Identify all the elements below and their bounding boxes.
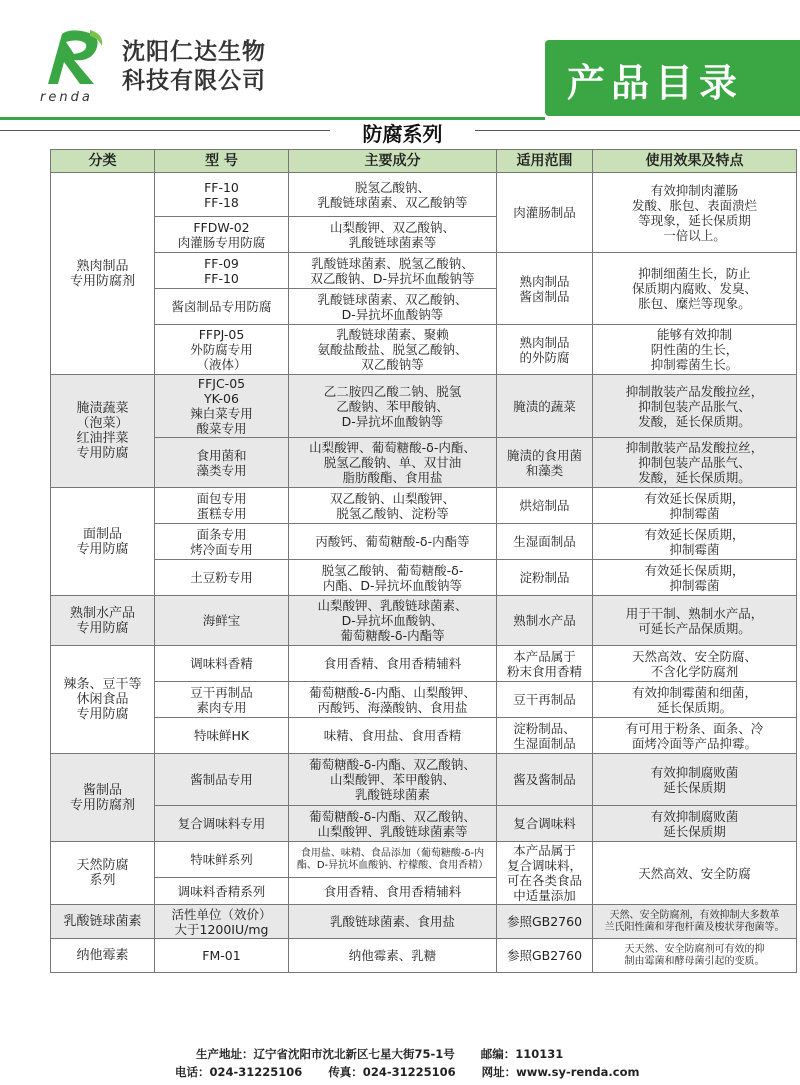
category-cell — [51, 842, 155, 905]
model-cell — [155, 325, 289, 375]
ingredients-cell — [289, 682, 497, 718]
cell-line: 面条专用 — [196, 526, 247, 542]
cell-line: 复合调味料 — [513, 816, 576, 831]
cell-line: 海鲜宝 — [202, 613, 241, 628]
category-cell — [51, 939, 155, 973]
model-cell — [155, 842, 289, 878]
cell-line: 专用防腐 — [76, 707, 129, 722]
cell-line: 的外防腐 — [519, 349, 570, 365]
cell-line: 烘焙制品 — [519, 498, 570, 513]
cell-line: 酯、D-异抗坏血酸钠、柠檬酸、食用香精） — [296, 859, 489, 871]
table-row — [51, 939, 797, 973]
model-cell — [155, 217, 289, 253]
company-name: 沈阳仁达生物 科技有限公司 — [122, 39, 266, 94]
effect-cell — [593, 560, 797, 596]
ingredients-cell — [289, 878, 497, 905]
cell-line: 肉灌肠制品 — [513, 205, 576, 220]
scope-cell — [497, 718, 593, 754]
effect-cell — [593, 375, 797, 438]
cell-line: 山梨酸钾、双乙酸钠、 — [329, 219, 455, 235]
cell-line: 乳酸链球菌素 — [63, 914, 142, 929]
cell-line: D-异抗坏血酸钠等 — [341, 306, 444, 322]
model-cell — [155, 253, 289, 289]
model-cell — [155, 596, 289, 646]
scope-cell — [497, 905, 593, 939]
cell-line: 天然高效、安全防腐、 — [631, 648, 757, 664]
cell-line: 一倍以上。 — [663, 227, 726, 243]
effect-cell — [593, 173, 797, 253]
model-cell — [155, 905, 289, 939]
cell-line: 脱氢乙酸钠、单、双甘油 — [323, 455, 462, 470]
cell-line: 乙二胺四乙酸二钠、脱氢 — [323, 383, 462, 399]
category-cell — [51, 488, 155, 596]
cell-line: 抑制散装产品发酸拉丝， — [625, 383, 764, 399]
cell-line: 调味料香精 — [190, 656, 253, 671]
cell-line: 保质期内腐败、发臭、 — [631, 281, 757, 296]
cell-line: 脱氢乙酸钠、淀粉等 — [336, 505, 449, 521]
cell-line: 中适量添加 — [513, 888, 576, 903]
cell-line: 熟制水产品 — [69, 605, 135, 621]
column-header: 适用范围 — [497, 150, 593, 173]
cell-line: 抑制霉菌 — [669, 577, 720, 593]
cell-line: FFDW-02 — [193, 219, 250, 235]
cell-line: FF-09 — [204, 255, 239, 271]
cell-line: 能够有效抑制 — [656, 327, 732, 342]
cell-line: 发酸、胀包、表面溃烂 — [631, 197, 757, 213]
cell-line: 酱制品 — [82, 782, 122, 798]
series-title: 防腐系列 — [362, 122, 443, 146]
cell-line: 发酸，延长保质期。 — [638, 413, 751, 429]
cell-line: 乳酸链球菌素、双乙酸钠、 — [317, 291, 468, 307]
model-cell — [155, 806, 289, 842]
effect-cell — [593, 253, 797, 325]
cell-line: 和藻类 — [525, 462, 564, 478]
model-cell — [155, 173, 289, 217]
cell-line: 素肉专用 — [196, 699, 247, 715]
cell-line: 脱氢乙酸钠、葡萄糖酸-δ- — [321, 562, 464, 578]
effect-cell — [593, 718, 797, 754]
cell-line: 可延长产品保质期。 — [638, 620, 751, 636]
ingredients-cell — [289, 488, 497, 524]
effect-cell — [593, 754, 797, 806]
cell-line: （泡菜） — [76, 416, 129, 431]
scope-cell — [497, 524, 593, 560]
cell-line: 丙酸钙、葡萄糖酸-δ-内酯等 — [315, 534, 470, 549]
cell-line: 酱及酱制品 — [513, 772, 576, 787]
cell-line: 山梨酸钾、苯甲酸钠、 — [329, 772, 455, 787]
table-row — [51, 754, 797, 806]
cell-line: 特味鲜HK — [193, 728, 250, 743]
cell-line: 调味料香精系列 — [177, 883, 266, 899]
scope-cell — [497, 253, 593, 325]
effect-cell — [593, 325, 797, 375]
scope-cell — [497, 646, 593, 682]
cell-line: 发酸，延长保质期。 — [638, 470, 751, 485]
cell-line: 乳酸链球菌素、食用盐 — [329, 914, 455, 929]
cell-line: 专用防腐剂 — [69, 797, 135, 813]
cell-line: 用于干制、熟制水产品， — [625, 605, 764, 621]
cell-line: 不含化学防腐剂 — [650, 663, 739, 679]
cell-line: 抑制包装产品胀气、 — [638, 455, 751, 470]
cell-line: 酸菜专用 — [196, 421, 247, 436]
cell-line: 生湿面制品 — [513, 735, 576, 751]
cell-line: 食用香精、食用香精辅料 — [323, 883, 462, 899]
header-divider — [0, 117, 545, 120]
cell-line: FFPJ-05 — [198, 327, 245, 342]
effect-cell — [593, 939, 797, 973]
cell-line: 有效抑制霉菌和细菌， — [631, 684, 757, 700]
cell-line: 可在各类食品 — [506, 873, 582, 888]
cell-line: D-异抗坏血酸钠等 — [341, 413, 444, 429]
cell-line: 粉末食用香精 — [506, 663, 582, 679]
cell-line: 食用菌和 — [196, 447, 247, 463]
model-cell — [155, 878, 289, 905]
table-row — [51, 842, 797, 878]
cell-line: 纳他霉素 — [76, 948, 129, 963]
cell-line: 熟肉制品 — [519, 273, 570, 289]
cell-line: 淀粉制品 — [519, 570, 570, 585]
cell-line: 内酯、D-异抗坏血酸钠等 — [322, 577, 463, 593]
series-rule-right — [475, 130, 800, 131]
table-row — [51, 488, 797, 524]
effect-cell — [593, 842, 797, 905]
cell-line: 休闲食品 — [76, 692, 129, 707]
cell-line: 熟肉制品 — [519, 334, 570, 350]
table-row — [51, 596, 797, 646]
cell-line: 葡萄糖酸-δ-内酯、山梨酸钾、 — [309, 684, 476, 700]
scope-cell — [497, 375, 593, 438]
effect-cell — [593, 438, 797, 488]
ingredients-cell — [289, 842, 497, 878]
cell-line: 有效抑制肉灌肠 — [650, 182, 739, 198]
cell-line: 制由霉菌和酵母菌引起的变质。 — [624, 955, 765, 967]
cell-line: 脱氢乙酸钠、 — [354, 179, 430, 195]
table-row — [51, 682, 797, 718]
cell-line: 有效抑制腐败菌 — [650, 764, 739, 780]
cell-line: 有效抑制腐败菌 — [650, 808, 739, 824]
table-row — [51, 375, 797, 438]
cell-line: 抑制霉菌 — [669, 541, 720, 557]
cell-line: FF-10 — [204, 179, 239, 195]
model-cell — [155, 488, 289, 524]
category-cell — [51, 173, 155, 375]
table-row — [51, 718, 797, 754]
cell-line: 腌渍的食用菌 — [506, 447, 582, 463]
cell-line: 酱卤制品 — [519, 288, 570, 304]
cell-line: 生湿面制品 — [513, 534, 576, 549]
cell-line: 辣白菜专用 — [190, 406, 253, 421]
cell-line: 本产品属于 — [513, 843, 576, 858]
ingredients-cell — [289, 718, 497, 754]
model-cell — [155, 438, 289, 488]
model-cell — [155, 646, 289, 682]
cell-line: 山梨酸钾、乳酸链球菌素、 — [317, 598, 468, 613]
cell-line: 熟肉制品 — [76, 258, 129, 274]
table-row — [51, 173, 797, 217]
cell-line: 肉灌肠专用防腐 — [177, 234, 266, 250]
cell-line: 延长保质期 — [663, 823, 726, 839]
cell-line: 抑制散装产品发酸拉丝， — [625, 440, 764, 455]
table-row — [51, 806, 797, 842]
cell-line: 延长保质期 — [663, 779, 726, 795]
cell-line: 抑制霉菌 — [669, 505, 720, 521]
cell-line: 酱卤制品专用防腐 — [171, 299, 272, 314]
cell-line: 乳酸链球菌素、双乙酸钠等 — [317, 194, 468, 210]
scope-cell — [497, 560, 593, 596]
ingredients-cell — [289, 939, 497, 973]
cell-line: 等现象，延长保质期 — [638, 212, 751, 228]
column-header: 使用效果及特点 — [593, 150, 797, 173]
footer-phone: 电话：024-31225106 — [175, 1065, 303, 1079]
cell-line: 有可用于粉条、面条、冷 — [625, 720, 764, 736]
cell-line: 专用防腐 — [76, 446, 129, 461]
cell-line: 豆干再制品 — [190, 684, 253, 700]
cell-line: 藻类专用 — [196, 462, 247, 478]
ingredients-cell — [289, 905, 497, 939]
table-row — [51, 905, 797, 939]
scope-cell — [497, 939, 593, 973]
cell-line: FF-18 — [204, 194, 239, 210]
cell-line: 特味鲜系列 — [190, 852, 253, 867]
column-header: 主要成分 — [289, 150, 497, 173]
cell-line: 外防腐专用 — [190, 342, 253, 357]
cell-line: 山梨酸钾、葡萄糖酸-δ-内酯、 — [309, 440, 476, 455]
cell-line: 双乙酸钠、山梨酸钾、 — [329, 490, 455, 506]
cell-line: 土豆粉专用 — [190, 570, 253, 585]
cell-line: 双乙酸钠、D-异抗坏血酸钠等 — [310, 270, 475, 286]
cell-line: 抑制细菌生长，防止 — [638, 266, 751, 281]
cell-line: 本产品属于 — [513, 648, 576, 664]
scope-cell — [497, 488, 593, 524]
effect-cell — [593, 905, 797, 939]
cell-line: 有效延长保质期， — [644, 526, 745, 542]
cell-line: 氨酸盐酸盐、脱氢乙酸钠、 — [317, 342, 468, 357]
ingredients-cell — [289, 289, 497, 325]
column-header: 型 号 — [155, 150, 289, 173]
cell-line: 有效延长保质期， — [644, 490, 745, 506]
ingredients-cell — [289, 325, 497, 375]
cell-line: 食用盐、味精、食品添加（葡萄糖酸-δ-内 — [300, 847, 485, 859]
effect-cell — [593, 682, 797, 718]
footer-fax: 传真：024-31225106 — [328, 1065, 456, 1079]
model-cell — [155, 524, 289, 560]
cell-line: FM-01 — [202, 948, 241, 963]
ingredients-cell — [289, 754, 497, 806]
model-cell — [155, 682, 289, 718]
cell-line: 脂肪酸酯、食用盐 — [342, 470, 443, 485]
category-cell — [51, 596, 155, 646]
cell-line: 味精、食用盐、食用香精 — [323, 728, 462, 743]
scope-cell — [497, 806, 593, 842]
cell-line: 天然高效、安全防腐 — [638, 865, 751, 881]
column-header: 分类 — [51, 150, 155, 173]
cell-line: YK-06 — [204, 391, 239, 406]
cell-line: 腌渍的蔬菜 — [513, 398, 576, 414]
cell-line: 有效延长保质期， — [644, 562, 745, 578]
table-row — [51, 253, 797, 289]
cell-line: 蛋糕专用 — [196, 505, 247, 521]
cell-line: 乳酸链球菌素、脱氢乙酸钠、 — [311, 255, 474, 271]
cell-line: 熟制水产品 — [513, 613, 576, 628]
footer-website: 网址：www.sy-renda.com — [481, 1065, 640, 1079]
cell-line: 纳他霉素、乳糖 — [348, 948, 437, 963]
page-header — [0, 0, 800, 120]
cell-line: 乙酸钠、苯甲酸钠、 — [336, 398, 449, 414]
cell-line: 面烤冷面等产品抑霉。 — [631, 735, 757, 751]
table-row — [51, 560, 797, 596]
category-cell — [51, 646, 155, 754]
renda-logo-icon — [40, 28, 110, 88]
cell-line: 天然、安全防腐剂，有效抑制大多数革 — [609, 909, 780, 921]
cell-line: 山梨酸钾、乳酸链球菌素等 — [317, 823, 468, 839]
cell-line: 乳酸链球菌素 — [354, 787, 430, 802]
cell-line: 红油拌菜 — [76, 431, 129, 446]
table-row — [51, 325, 797, 375]
cell-line: 天然防腐 — [76, 858, 129, 873]
cell-line: 复合调味料专用 — [177, 816, 266, 831]
scope-cell — [497, 596, 593, 646]
cell-line: 参照GB2760 — [506, 948, 583, 963]
cell-line: 葡萄糖酸-δ-内酯、双乙酸钠、 — [309, 808, 476, 824]
cell-line: 葡萄糖酸-δ-内酯等 — [340, 628, 445, 643]
ingredients-cell — [289, 560, 497, 596]
ingredients-cell — [289, 438, 497, 488]
model-cell — [155, 289, 289, 325]
ingredients-cell — [289, 646, 497, 682]
table-row — [51, 438, 797, 488]
table-row — [51, 646, 797, 682]
cell-line: 专用防腐 — [76, 620, 129, 636]
cell-line: 辣条、豆干等 — [63, 677, 142, 692]
cell-line: （液体） — [196, 357, 247, 372]
cell-line: 乳酸链球菌素、聚赖 — [336, 327, 449, 342]
footer-address: 生产地址：辽宁省沈阳市沈北新区七星大街75-1号 — [196, 1047, 455, 1061]
cell-line: 豆干再制品 — [513, 692, 576, 707]
cell-line: 抑制霉菌生长。 — [650, 357, 739, 372]
cell-line: 天天然、安全防腐剂可有效的抑 — [624, 943, 765, 955]
cell-line: 乳酸链球菌素等 — [348, 234, 437, 250]
cell-line: 专用防腐 — [76, 541, 129, 557]
cell-line: 双乙酸钠等 — [361, 357, 424, 372]
cell-line: 系列 — [89, 873, 116, 888]
ingredients-cell — [289, 524, 497, 560]
scope-cell — [497, 842, 593, 905]
effect-cell — [593, 806, 797, 842]
cell-line: FFJC-05 — [197, 376, 246, 391]
product-table — [50, 149, 797, 973]
cell-line: FF-10 — [204, 270, 239, 286]
effect-cell — [593, 596, 797, 646]
scope-cell — [497, 438, 593, 488]
model-cell — [155, 939, 289, 973]
cell-line: 胀包、糜烂等现象。 — [638, 296, 751, 311]
effect-cell — [593, 524, 797, 560]
cell-line: 参照GB2760 — [506, 914, 583, 929]
effect-cell — [593, 488, 797, 524]
model-cell — [155, 718, 289, 754]
cell-line: 酱制品专用 — [190, 772, 253, 787]
ingredients-cell — [289, 596, 497, 646]
catalog-title: 产品目录 — [567, 61, 744, 105]
cell-line: 丙酸钙、海藻酸钠、食用盐 — [317, 699, 468, 715]
category-cell — [51, 754, 155, 842]
scope-cell — [497, 754, 593, 806]
series-rule-left — [0, 130, 330, 131]
category-cell — [51, 905, 155, 939]
table-row — [51, 524, 797, 560]
cell-line: 葡萄糖酸-δ-内酯、双乙酸钠、 — [309, 757, 476, 772]
cell-line: 面包专用 — [196, 490, 247, 506]
cell-line: 淀粉制品、 — [513, 720, 576, 736]
cell-line: 延长保质期。 — [656, 699, 732, 715]
footer-postcode: 邮编：110131 — [480, 1047, 564, 1061]
ingredients-cell — [289, 375, 497, 438]
category-cell — [51, 375, 155, 488]
cell-line: D-异抗坏血酸钠、 — [341, 613, 444, 628]
model-cell — [155, 560, 289, 596]
cell-line: 大于1200IU/mg — [174, 921, 269, 937]
cell-line: 活性单位（效价） — [171, 906, 272, 922]
cell-line: 阴性菌的生长， — [650, 342, 739, 357]
scope-cell — [497, 325, 593, 375]
cell-line: 兰氏阳性菌和芽孢杆菌及梭状芽孢菌等。 — [604, 921, 785, 933]
logo-text: renda — [40, 90, 93, 105]
cell-line: 腌渍蔬菜 — [76, 401, 129, 416]
scope-cell — [497, 173, 593, 253]
ingredients-cell — [289, 217, 497, 253]
cell-line: 专用防腐剂 — [69, 273, 135, 289]
cell-line: 食用香精、食用香精辅料 — [323, 656, 462, 671]
model-cell — [155, 754, 289, 806]
ingredients-cell — [289, 173, 497, 217]
ingredients-cell — [289, 253, 497, 289]
cell-line: 烤冷面专用 — [190, 541, 253, 557]
model-cell — [155, 375, 289, 438]
cell-line: 抑制包装产品胀气、 — [638, 398, 751, 414]
ingredients-cell — [289, 806, 497, 842]
cell-line: 复合调味料， — [506, 858, 582, 873]
catalog-banner — [545, 40, 800, 116]
cell-line: 面制品 — [82, 526, 122, 542]
scope-cell — [497, 682, 593, 718]
effect-cell — [593, 646, 797, 682]
